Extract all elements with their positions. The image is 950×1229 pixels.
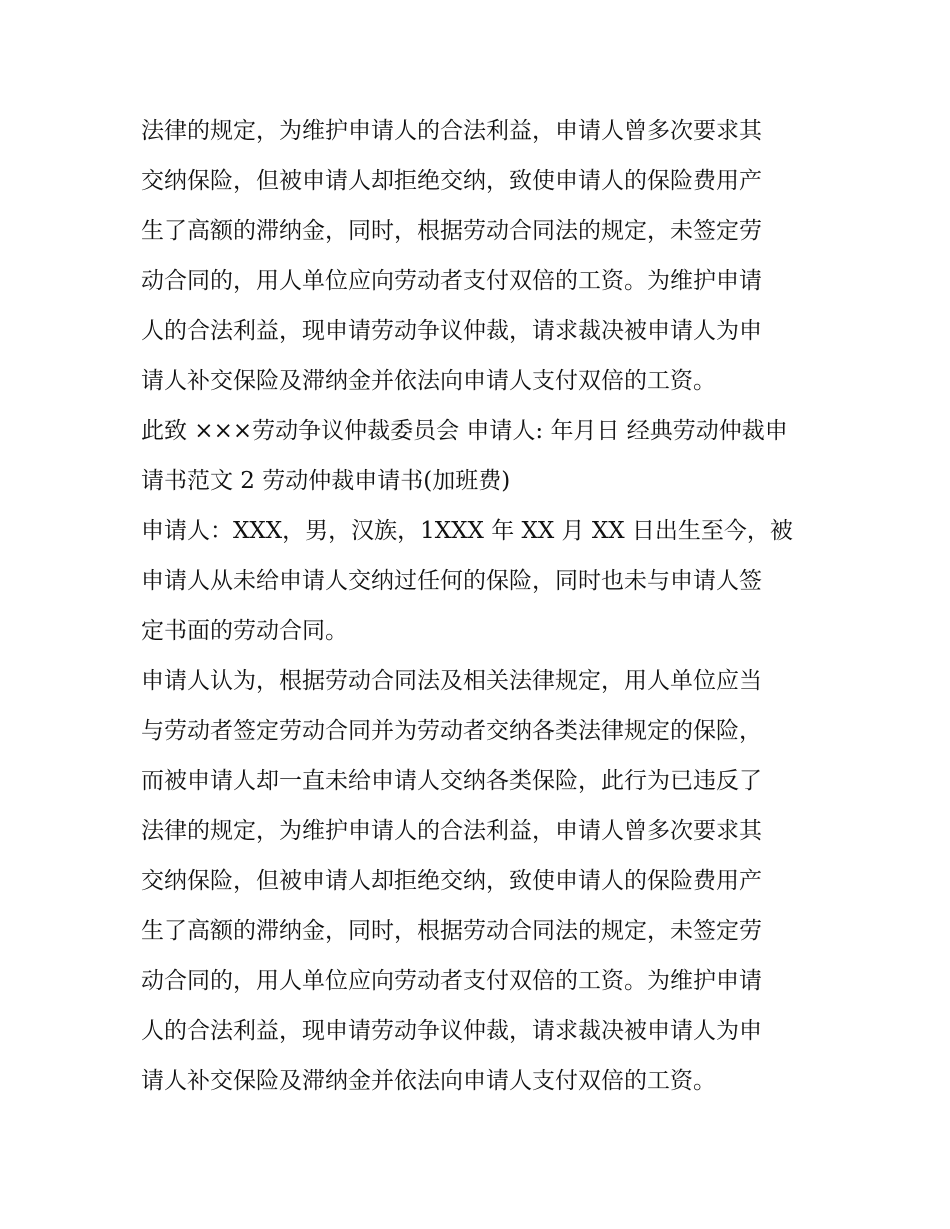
text-line: 法律的规定，为维护申请人的合法利益，申请人曾多次要求其 — [141, 818, 762, 844]
text-line: 与劳动者签定劳动合同并为劳动者交纳各类法律规定的保险， — [141, 718, 762, 744]
document-body — [141, 106, 813, 1106]
text-line: 请人补交保险及滞纳金并依法向申请人支付双倍的工资。 — [141, 368, 716, 394]
text-line: 交纳保险，但被申请人却拒绝交纳，致使申请人的保险费用产 — [141, 868, 762, 894]
text-line: 法律的规定，为维护申请人的合法利益，申请人曾多次要求其 — [141, 118, 762, 144]
text-line: 申请人认为，根据劳动合同法及相关法律规定，用人单位应当 — [141, 668, 762, 694]
text-line: 交纳保险，但被申请人却拒绝交纳，致使申请人的保险费用产 — [141, 168, 762, 194]
text-line: 动合同的，用人单位应向劳动者支付双倍的工资。为维护申请 — [141, 268, 762, 294]
text-line: 申请人：XXX，男，汉族，1XXX 年 XX 月 XX 日出生至今，被 — [141, 518, 793, 544]
text-line: 而被申请人却一直未给申请人交纳各类保险，此行为已违反了 — [141, 768, 762, 794]
text-line: 生了高额的滞纳金，同时，根据劳动合同法的规定，未签定劳 — [141, 218, 762, 244]
text-line: 动合同的，用人单位应向劳动者支付双倍的工资。为维护申请 — [141, 968, 762, 994]
text-line: 人的合法利益，现申请劳动争议仲裁，请求裁决被申请人为申 — [141, 1018, 762, 1044]
text-line: 此致 ×××劳动争议仲裁委员会 申请人: 年月日 经典劳动仲裁申 — [141, 418, 788, 444]
text-line: 请书范文 2 劳动仲裁申请书(加班费) — [141, 468, 511, 494]
text-line: 定书面的劳动合同。 — [141, 618, 348, 644]
text-line: 请人补交保险及滞纳金并依法向申请人支付双倍的工资。 — [141, 1068, 716, 1094]
text-line: 人的合法利益，现申请劳动争议仲裁，请求裁决被申请人为申 — [141, 318, 762, 344]
text-line: 生了高额的滞纳金，同时，根据劳动合同法的规定，未签定劳 — [141, 918, 762, 944]
text-line: 申请人从未给申请人交纳过任何的保险，同时也未与申请人签 — [141, 568, 762, 594]
